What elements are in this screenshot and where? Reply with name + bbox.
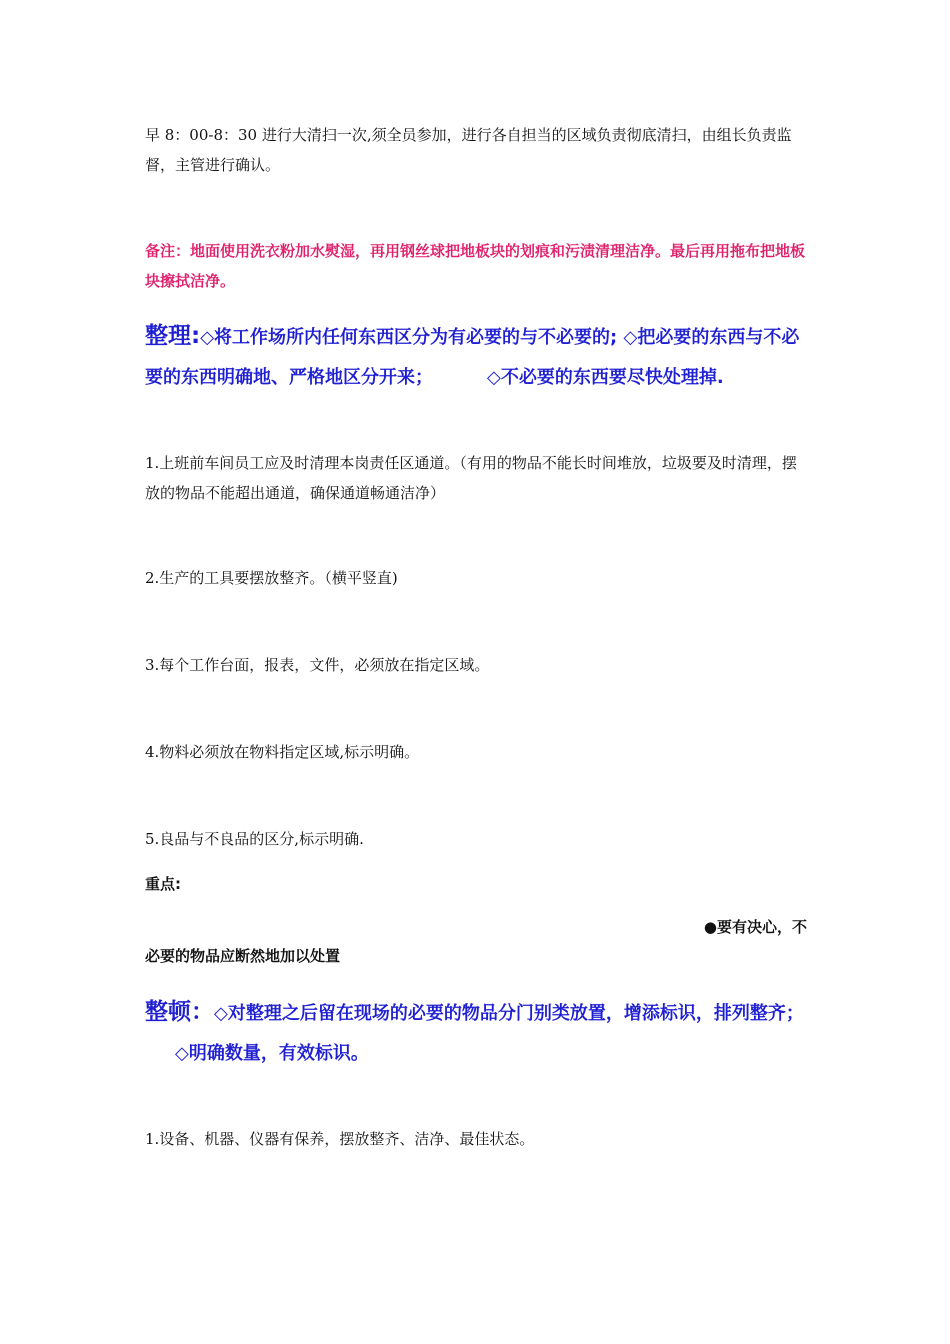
seiton-line2: ◇明确数量，有效标识。 xyxy=(175,1043,369,1064)
section-heading-seiri xyxy=(145,316,807,398)
key-point-text-b: 必要的物品应断然地加以处置 xyxy=(145,947,341,965)
list-item-1: 1.上班前车间员工应及时清理本岗责任区通道。（有用的物品不能长时间堆放，垃圾要及时清理，摆放的物品不能超出通道，确保通道畅通洁净） xyxy=(145,454,797,502)
key-point-label: 重点: xyxy=(145,875,181,893)
section-heading-seiton xyxy=(145,992,807,1074)
seiri-line2: ◇不必要的东西要尽快处理掉. xyxy=(487,367,724,388)
key-point-text-a: ●要有决心，不 xyxy=(703,918,807,936)
seiton-line1: ◇对整理之后留在现场的必要的物品分门别类放置，增添标识，排列整齐； xyxy=(214,1003,804,1024)
paragraph-cleaning-schedule: 早 8：00-8：30 进行大清扫一次,须全员参加，进行各自担当的区域负责彻底清扫，由组长负责监督，主管进行确认。 xyxy=(145,126,792,174)
seiri-line1: ◇将工作场所内任何东西区分为有必要的与不必要的; ◇把必要的东西与不必要的东西明确地、严格地区分开来； xyxy=(145,327,800,388)
list-item-5: 5.良品与不良品的区分,标示明确. xyxy=(145,830,364,848)
list-item-3: 3.每个工作台面，报表，文件，必须放在指定区域。 xyxy=(145,656,490,674)
remark-note: 备注：地面使用洗衣粉加水熨湿，再用钢丝球把地板块的划痕和污渍清理洁净。最后再用拖布把地板块擦拭洁净。 xyxy=(145,242,806,290)
list-item-2: 2.生产的工具要摆放整齐。（横平竖直) xyxy=(145,569,398,587)
list-item-4: 4.物料必须放在物料指定区域,标示明确。 xyxy=(145,743,420,761)
seiton-list-item-1: 1.设备、机器、仪器有保养，摆放整齐、洁净、最佳状态。 xyxy=(145,1130,535,1148)
seiton-title: 整顿： xyxy=(145,999,214,1025)
seiri-title: 整理: xyxy=(145,323,201,349)
